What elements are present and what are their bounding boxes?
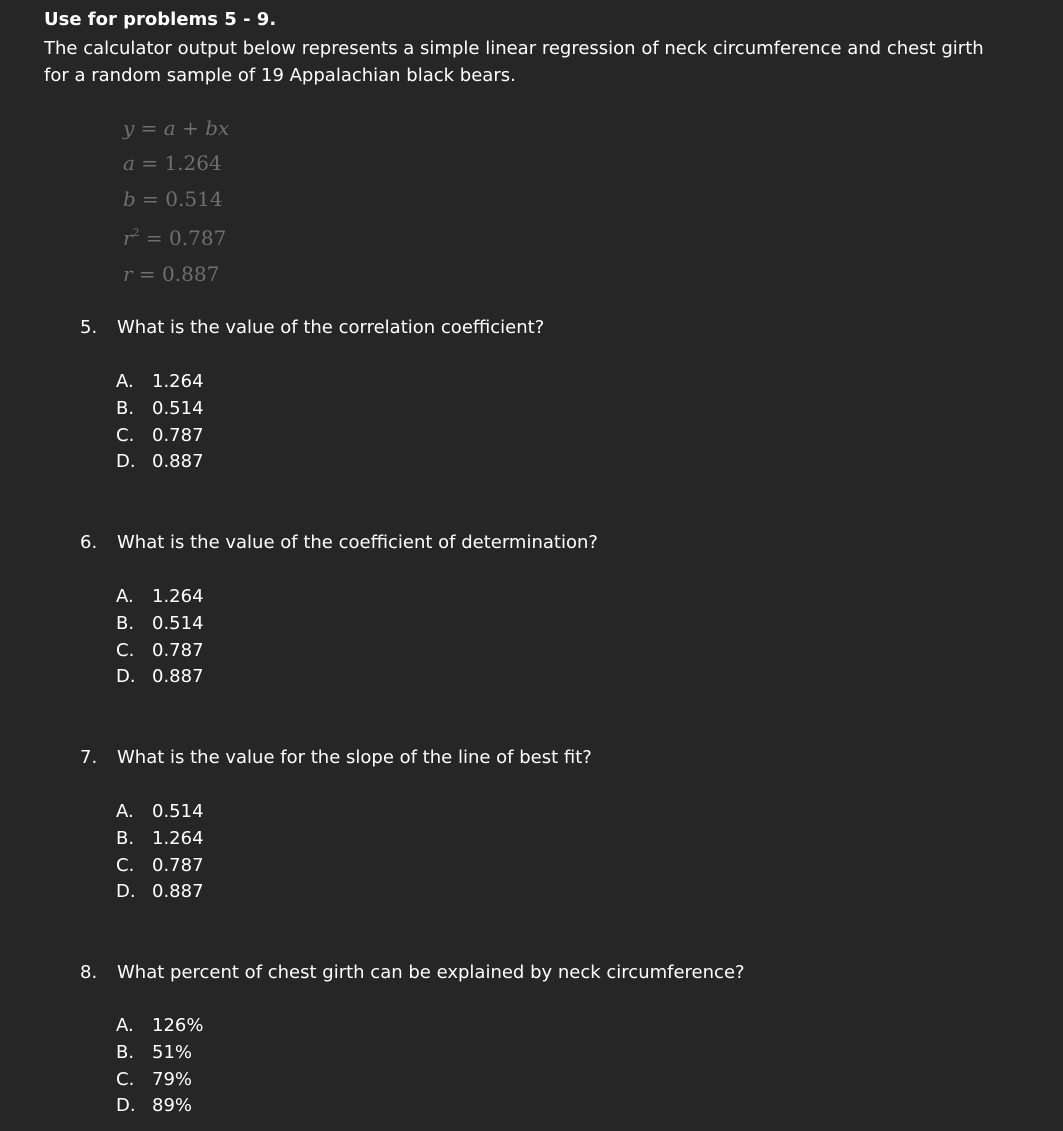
intro-line-2: for a random sample of 19 Appalachian black bears. [44,65,516,86]
correlation-r: r = 0.887 [123,262,220,286]
option-c[interactable]: C. 79% [116,1068,193,1090]
r-squared: $r^2 = 0.787$ [123,226,227,250]
options-question-7 [116,799,204,906]
option-d[interactable]: D. 89% [116,1095,193,1117]
question-6 [80,531,598,555]
question-number: 7. [80,747,98,768]
question-8 [80,961,745,985]
question-number: 8. [80,962,98,983]
question-text: What is the value of the correlation coefficient? [117,317,545,338]
question-number: 5. [80,317,98,338]
option-b[interactable]: B. 51% [116,1041,193,1063]
option-c[interactable]: C. 0.787 [116,639,204,661]
option-a[interactable]: A. 1.264 [116,586,204,607]
option-b[interactable]: B. 1.264 [116,827,204,849]
options-question-5 [116,369,204,476]
option-d[interactable]: D. 0.887 [116,451,204,473]
option-c[interactable]: C. 0.787 [116,424,204,446]
intro-line-1: The calculator output below represents a simple linear regression of neck circumference and chest girth [44,38,984,59]
option-c[interactable]: C. 0.787 [116,854,204,876]
slope-b: b = 0.514 [123,187,223,211]
option-b[interactable]: B. 0.514 [116,612,204,634]
question-number: 6. [80,532,98,553]
options-question-8 [116,1013,203,1120]
options-question-6 [116,584,204,691]
option-d[interactable]: D. 0.887 [116,881,204,903]
intro-text [44,35,1004,89]
question-text: What is the value for the slope of the line of best fit? [117,747,592,768]
option-a[interactable]: A. 0.514 [116,801,204,822]
question-text: What is the value of the coefficient of determination? [117,532,598,553]
option-d[interactable]: D. 0.887 [116,666,204,688]
heading: Use for problems 5 - 9. [44,9,277,30]
intercept-a: a = 1.264 [123,151,222,175]
option-a[interactable]: A. 126% [116,1015,204,1036]
question-5 [80,316,544,340]
option-b[interactable]: B. 0.514 [116,397,204,419]
question-7 [80,746,592,770]
option-a[interactable]: A. 1.264 [116,371,204,392]
regression-equation: y = a + bx [123,116,230,140]
question-text: What percent of chest girth can be explained by neck circumference? [117,962,745,983]
